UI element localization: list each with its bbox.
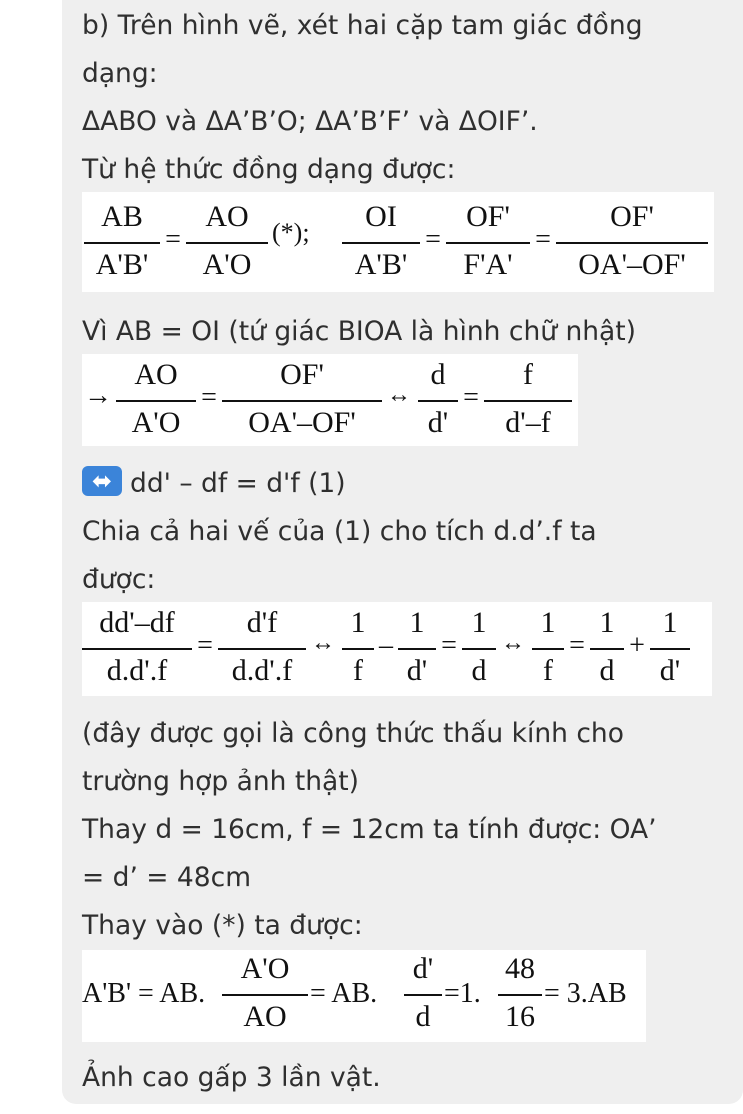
equals-sign: = <box>441 630 457 661</box>
fraction-bar <box>404 994 442 996</box>
fraction-bar <box>222 994 308 996</box>
equals-sign: = <box>197 630 213 661</box>
equals-sign: = <box>201 382 217 413</box>
right-arrow-icon: → <box>84 380 112 411</box>
fraction-bar <box>532 648 564 650</box>
text-line: (đây được gọi là công thức thấu kính cho <box>82 718 624 749</box>
frac-numerator: 1 <box>350 606 366 639</box>
equation-result: = 3.AB <box>544 978 627 1009</box>
frac-numerator: 1 <box>540 606 556 639</box>
fraction-bar <box>462 648 496 650</box>
frac-denominator: A'B' <box>354 248 408 281</box>
fraction-bar <box>398 648 436 650</box>
equals-sign: = <box>425 224 441 255</box>
frac-numerator: 1 <box>471 606 487 639</box>
text-line: trường hợp ảnh thật) <box>82 766 359 797</box>
text-line: ΔABO và ΔA’B’O; ΔA’B’F’ và ΔOIF’. <box>82 106 538 137</box>
frac-numerator: AB <box>101 200 143 233</box>
frac-numerator: AO <box>205 200 249 233</box>
text-line: b) Trên hình vẽ, xét hai cặp tam giác đồng <box>82 10 643 41</box>
equation-lens-ratio <box>82 354 578 446</box>
text-line: Ảnh cao gấp 3 lần vật. <box>82 1062 381 1093</box>
text-line: = d’ = 48cm <box>82 862 252 893</box>
frac-numerator: A'O <box>240 952 290 985</box>
fraction-bar <box>590 648 624 650</box>
frac-numerator: d'f <box>246 606 278 639</box>
frac-numerator: OF' <box>466 200 510 233</box>
left-right-arrow-icon: ⬌ <box>82 466 122 496</box>
frac-denominator: d' <box>659 654 681 687</box>
equation-similar-triangles <box>82 192 714 292</box>
fraction-bar <box>556 242 708 244</box>
frac-denominator: A'B' <box>95 248 149 281</box>
text-line: dd' – df = d'f (1) <box>130 468 346 499</box>
fraction-bar <box>498 994 542 996</box>
equation-image-height <box>82 950 646 1042</box>
fraction-bar <box>446 242 530 244</box>
equation-middle: =1. <box>444 978 481 1009</box>
frac-denominator: d'–f <box>505 406 551 439</box>
frac-denominator: 16 <box>505 1000 535 1033</box>
frac-denominator: A'O <box>202 248 252 281</box>
frac-denominator: F'A' <box>463 248 513 281</box>
iff-arrow-icon: ↔ <box>387 382 411 408</box>
frac-denominator: d.d'.f <box>231 654 293 687</box>
fraction-bar <box>82 648 192 650</box>
fraction-bar <box>222 400 382 402</box>
frac-numerator: OF' <box>280 358 324 391</box>
text-line: Thay vào (*) ta được: <box>82 910 363 941</box>
frac-denominator: d <box>599 654 615 687</box>
frac-denominator: AO <box>243 1000 287 1033</box>
frac-denominator: f <box>543 654 553 687</box>
frac-numerator: 1 <box>662 606 678 639</box>
frac-denominator: OA'–OF' <box>578 248 686 281</box>
text-line: dạng: <box>82 58 158 89</box>
fraction-bar <box>484 400 572 402</box>
text-line: Từ hệ thức đồng dạng được: <box>82 154 456 185</box>
equation-lhs: A'B' = AB. <box>82 978 206 1009</box>
iff-arrow-icon: ↔ <box>311 630 335 656</box>
iff-arrow-icon: ↔ <box>501 630 525 656</box>
frac-denominator: d.d'.f <box>106 654 168 687</box>
fraction-bar <box>186 242 268 244</box>
equals-sign: = <box>463 382 479 413</box>
fraction-bar <box>418 400 458 402</box>
frac-numerator: f <box>523 358 533 391</box>
fraction-bar <box>116 400 196 402</box>
frac-numerator: 1 <box>409 606 425 639</box>
frac-numerator: dd'–df <box>99 606 175 639</box>
equation-middle: = AB. <box>310 978 378 1009</box>
frac-denominator: d' <box>427 406 449 439</box>
frac-numerator: 48 <box>505 952 535 985</box>
equals-sign: = <box>535 224 551 255</box>
fraction-bar <box>342 242 420 244</box>
frac-numerator: OF' <box>610 200 654 233</box>
frac-denominator: d <box>415 1000 431 1033</box>
frac-numerator: OI <box>365 200 397 233</box>
text-line: Thay d = 16cm, f = 12cm ta tính được: OA’ <box>82 814 657 845</box>
fraction-bar <box>84 242 160 244</box>
text-line: Chia cả hai vế của (1) cho tích d.d’.f ta <box>82 516 597 547</box>
text-line: Vì AB = OI (tứ giác BIOA là hình chữ nhật) <box>82 316 637 347</box>
fraction-bar <box>342 648 374 650</box>
frac-numerator: AO <box>134 358 178 391</box>
frac-denominator: OA'–OF' <box>248 406 356 439</box>
star-tag: (*); <box>272 218 310 247</box>
frac-numerator: d' <box>412 952 434 985</box>
frac-denominator: A'O <box>131 406 181 439</box>
frac-numerator: 1 <box>599 606 615 639</box>
minus-sign: – <box>379 630 393 661</box>
equals-sign: = <box>165 224 181 255</box>
frac-denominator: f <box>353 654 363 687</box>
equals-sign: = <box>569 630 585 661</box>
plus-sign: + <box>629 630 645 661</box>
frac-numerator: d <box>430 358 446 391</box>
equation-lens-formula-derivation <box>82 602 712 696</box>
frac-denominator: d <box>471 654 487 687</box>
fraction-bar <box>218 648 306 650</box>
frac-denominator: d' <box>406 654 428 687</box>
fraction-bar <box>650 648 690 650</box>
text-line: được: <box>82 564 156 595</box>
